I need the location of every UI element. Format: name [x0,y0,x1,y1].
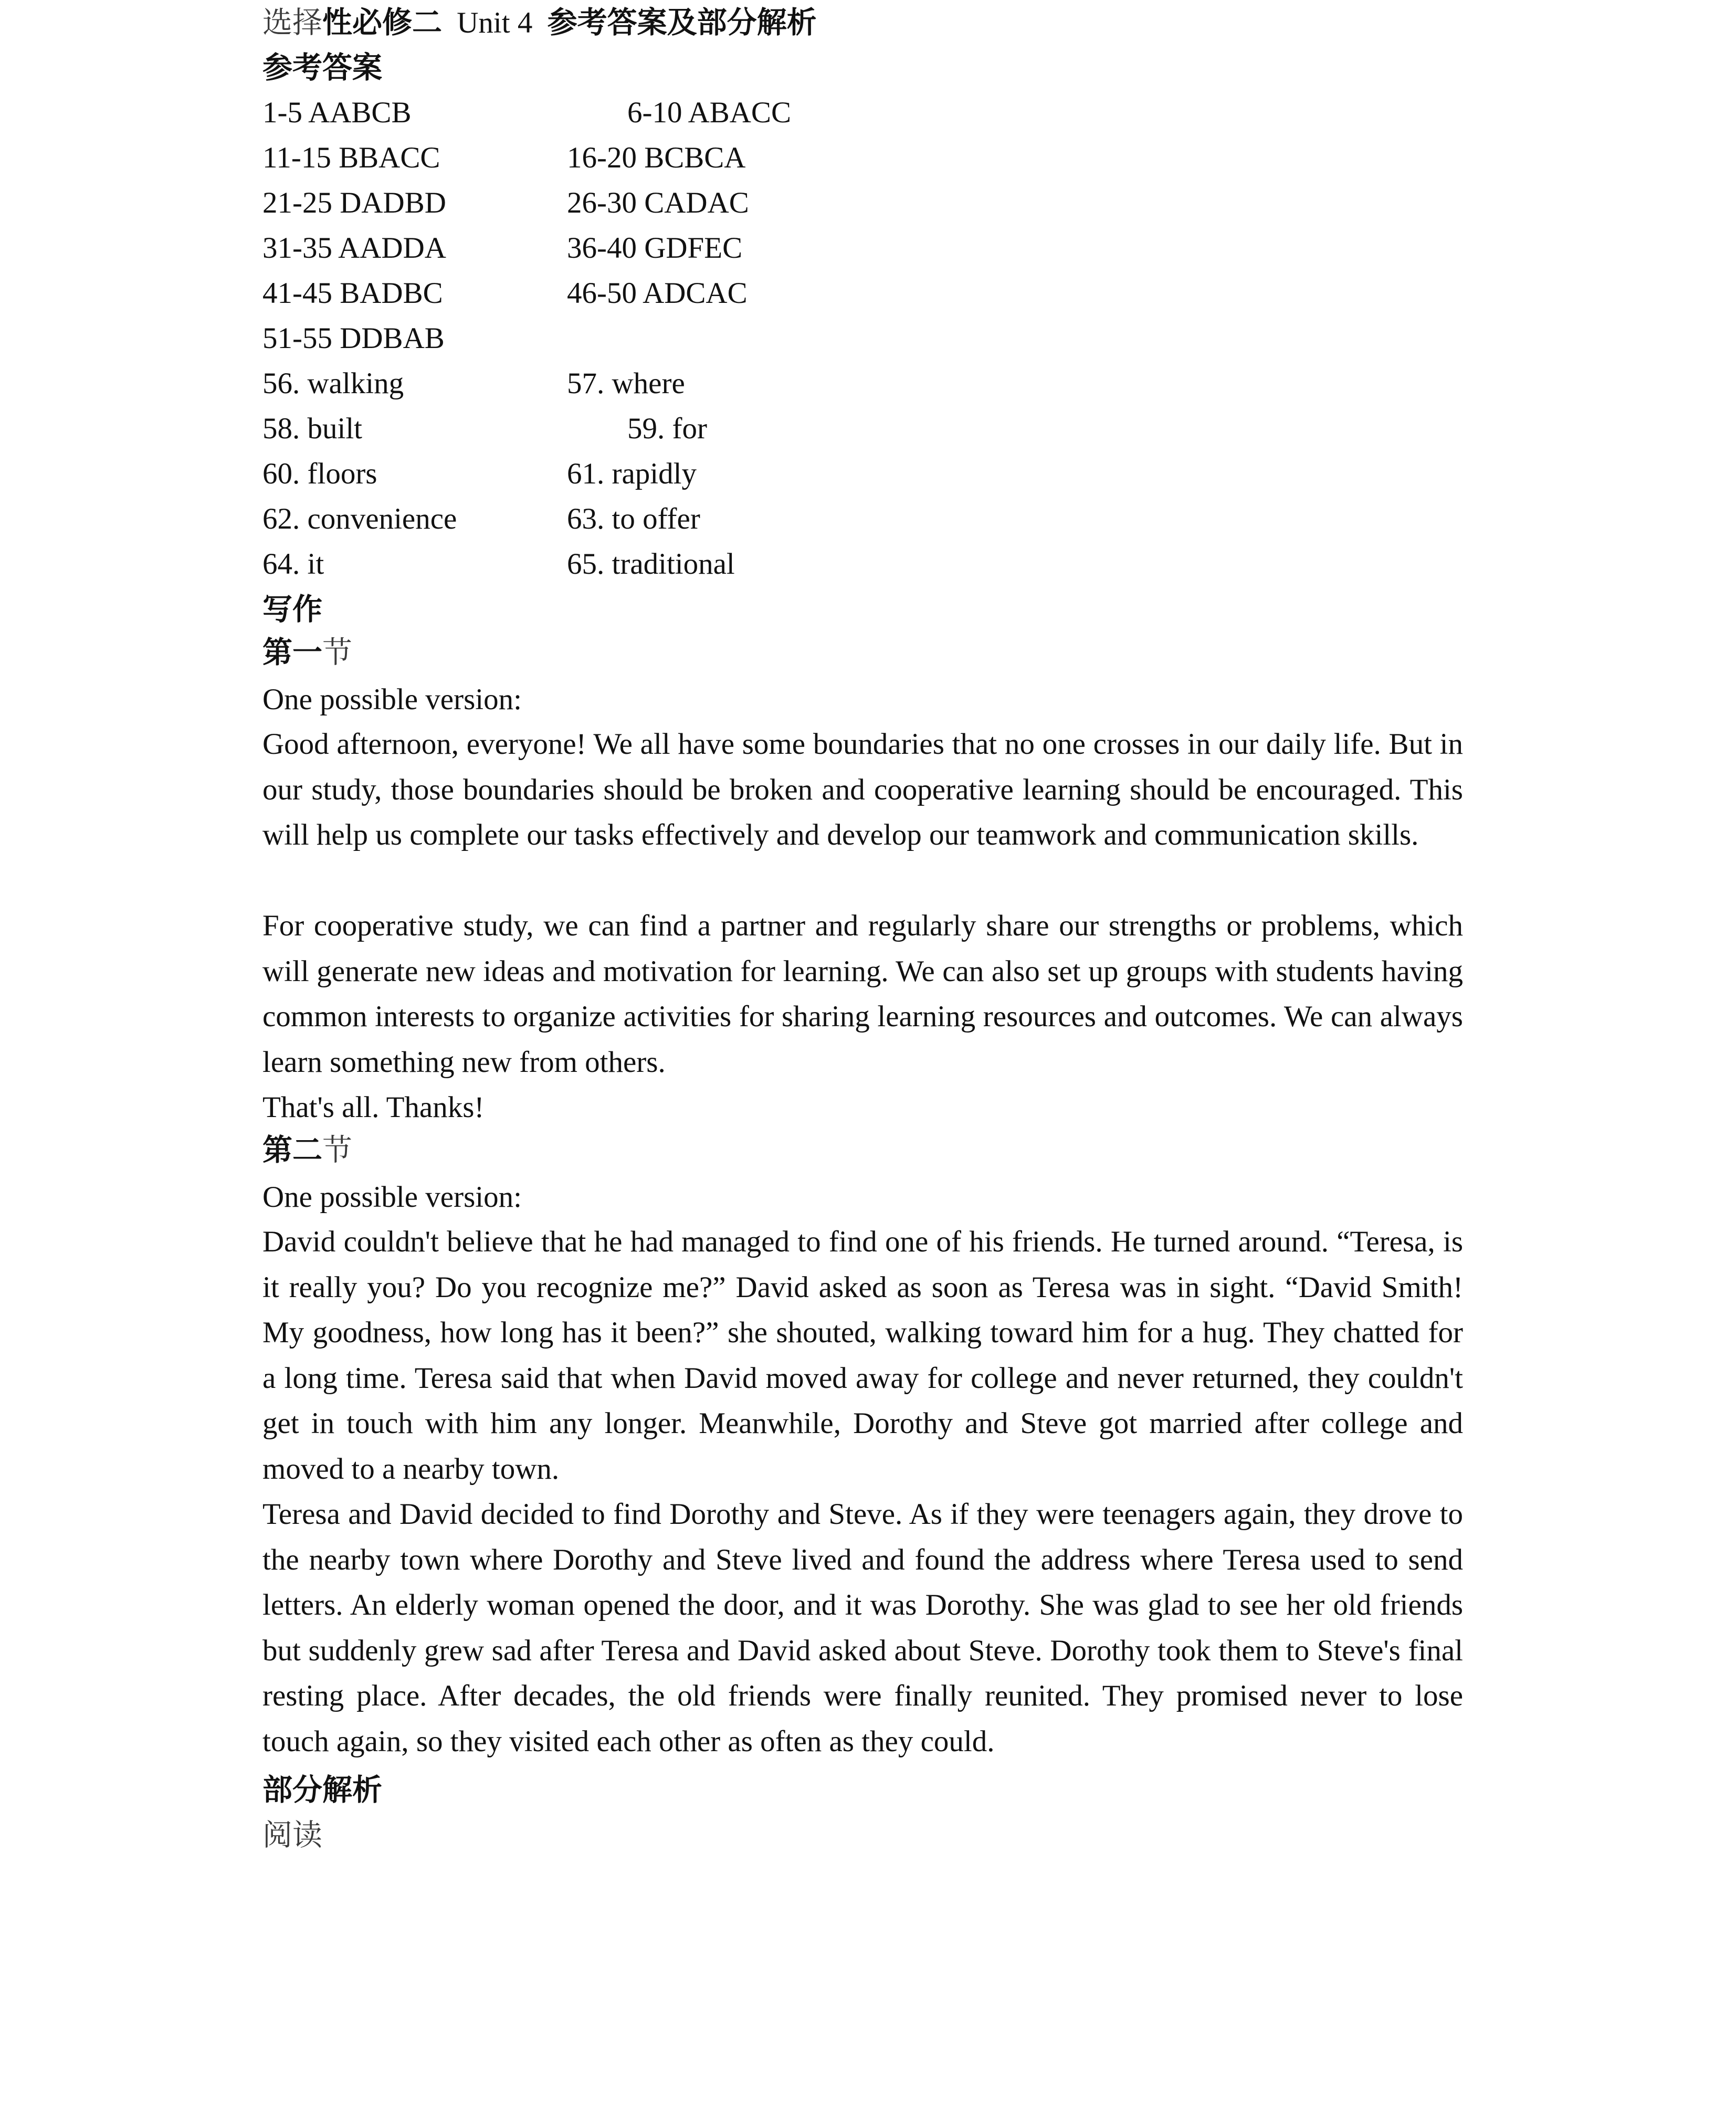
document-title [262,0,817,46]
answer-left: 41-45 BADBC [262,277,443,310]
answer-right: 63. to offer [567,502,700,535]
title-prefix: 选择 [262,5,322,40]
answer-right: 16-20 BCBCA [567,141,746,174]
section2-heading [262,1128,352,1173]
reading-heading: 阅读 [262,1818,322,1852]
answer-row [262,542,735,587]
section2-paragraph: David couldn't believe that he had managed to find one of his friends. He turned around. “Teresa, is it really you? Do you recognize me?” David asked as soon as Teresa was in sight. “David Smith! My goodness, how long has it been?” she shouted, walking toward him for a hug. They chatted for a long time. Teresa said that when David moved away for college and never returned, they couldn't get in touch with him any longer. Meanwhile, Dorothy and Steve got married after college and moved to a nearby town. [262,1225,1463,1486]
answer-left: 56. walking [262,367,404,400]
answer-row [262,181,749,226]
section1-heading-bold: 第一 [262,635,322,670]
answer-right: 46-50 ADCAC [567,277,748,310]
section2-intro: One possible version: [262,1181,522,1214]
answer-left: 64. it [262,547,324,581]
answer-row [262,316,445,361]
section2-paragraph: Teresa and David decided to find Dorothy and Steve. As if they were teenagers again, they drove to the nearby town where Dorothy and Steve lived and found the address where Teresa used to send letters. An elderly woman opened the door, and it was Dorothy. She was glad to see her old friends but suddenly grew sad after Teresa and David asked about Steve. Dorothy took them to Steve's final resting place. After decades, the old friends were finally reunited. They promised never to lose touch again, so they visited each other as often as they could. [262,1498,1463,1758]
answer-row [262,406,707,451]
answer-row [262,361,685,406]
answers-heading: 参考答案 [262,50,382,85]
answer-left: 58. built [262,412,363,445]
writing-heading: 写作 [262,592,322,627]
title-book: 性必修二 [322,5,442,40]
answer-row [262,497,700,542]
answer-right: 59. for [627,412,707,445]
section1-heading-light: 节 [322,635,352,670]
section1-heading [262,630,352,676]
answer-left: 51-55 DDBAB [262,322,445,355]
answer-left: 11-15 BBACC [262,141,440,174]
answer-right: 26-30 CADAC [567,186,749,219]
answer-row [262,90,791,135]
answer-left: 62. convenience [262,502,457,535]
answer-right: 6-10 ABACC [627,96,791,129]
answer-right: 65. traditional [567,547,735,581]
title-text: 参考答案及部分解析 [547,5,817,40]
answer-right: 57. where [567,367,685,400]
answer-left: 60. floors [262,457,377,490]
answer-row [262,451,697,497]
answer-row [262,271,748,316]
title-unit: Unit 4 [457,6,533,39]
section2-heading-bold: 第二 [262,1133,322,1167]
section1-paragraph: For cooperative study, we can find a partner and regularly share our strengths or problems, which will generate new ideas and motivation for learning. We can also set up groups with students having common interests to organize activities for sharing learning resources and outcomes. We can always learn something new from others. [262,909,1463,1079]
analysis-heading: 部分解析 [262,1773,382,1807]
answer-left: 1-5 AABCB [262,96,412,129]
section1-intro: One possible version: [262,683,522,716]
answer-row [262,135,746,181]
section1-paragraph: That's all. Thanks! [262,1091,485,1124]
section2-heading-light: 节 [322,1133,352,1167]
section1-paragraph: Good afternoon, everyone! We all have some boundaries that no one crosses in our daily life. But in our study, those boundaries should be broken and cooperative learning should be encouraged. This will help us complete our tasks effectively and develop our teamwork and communication skills. [262,728,1463,851]
answer-left: 31-35 AADDA [262,231,446,265]
answer-left: 21-25 DADBD [262,186,446,219]
answer-right: 61. rapidly [567,457,697,490]
answer-right: 36-40 GDFEC [567,231,743,265]
answer-row [262,226,743,271]
